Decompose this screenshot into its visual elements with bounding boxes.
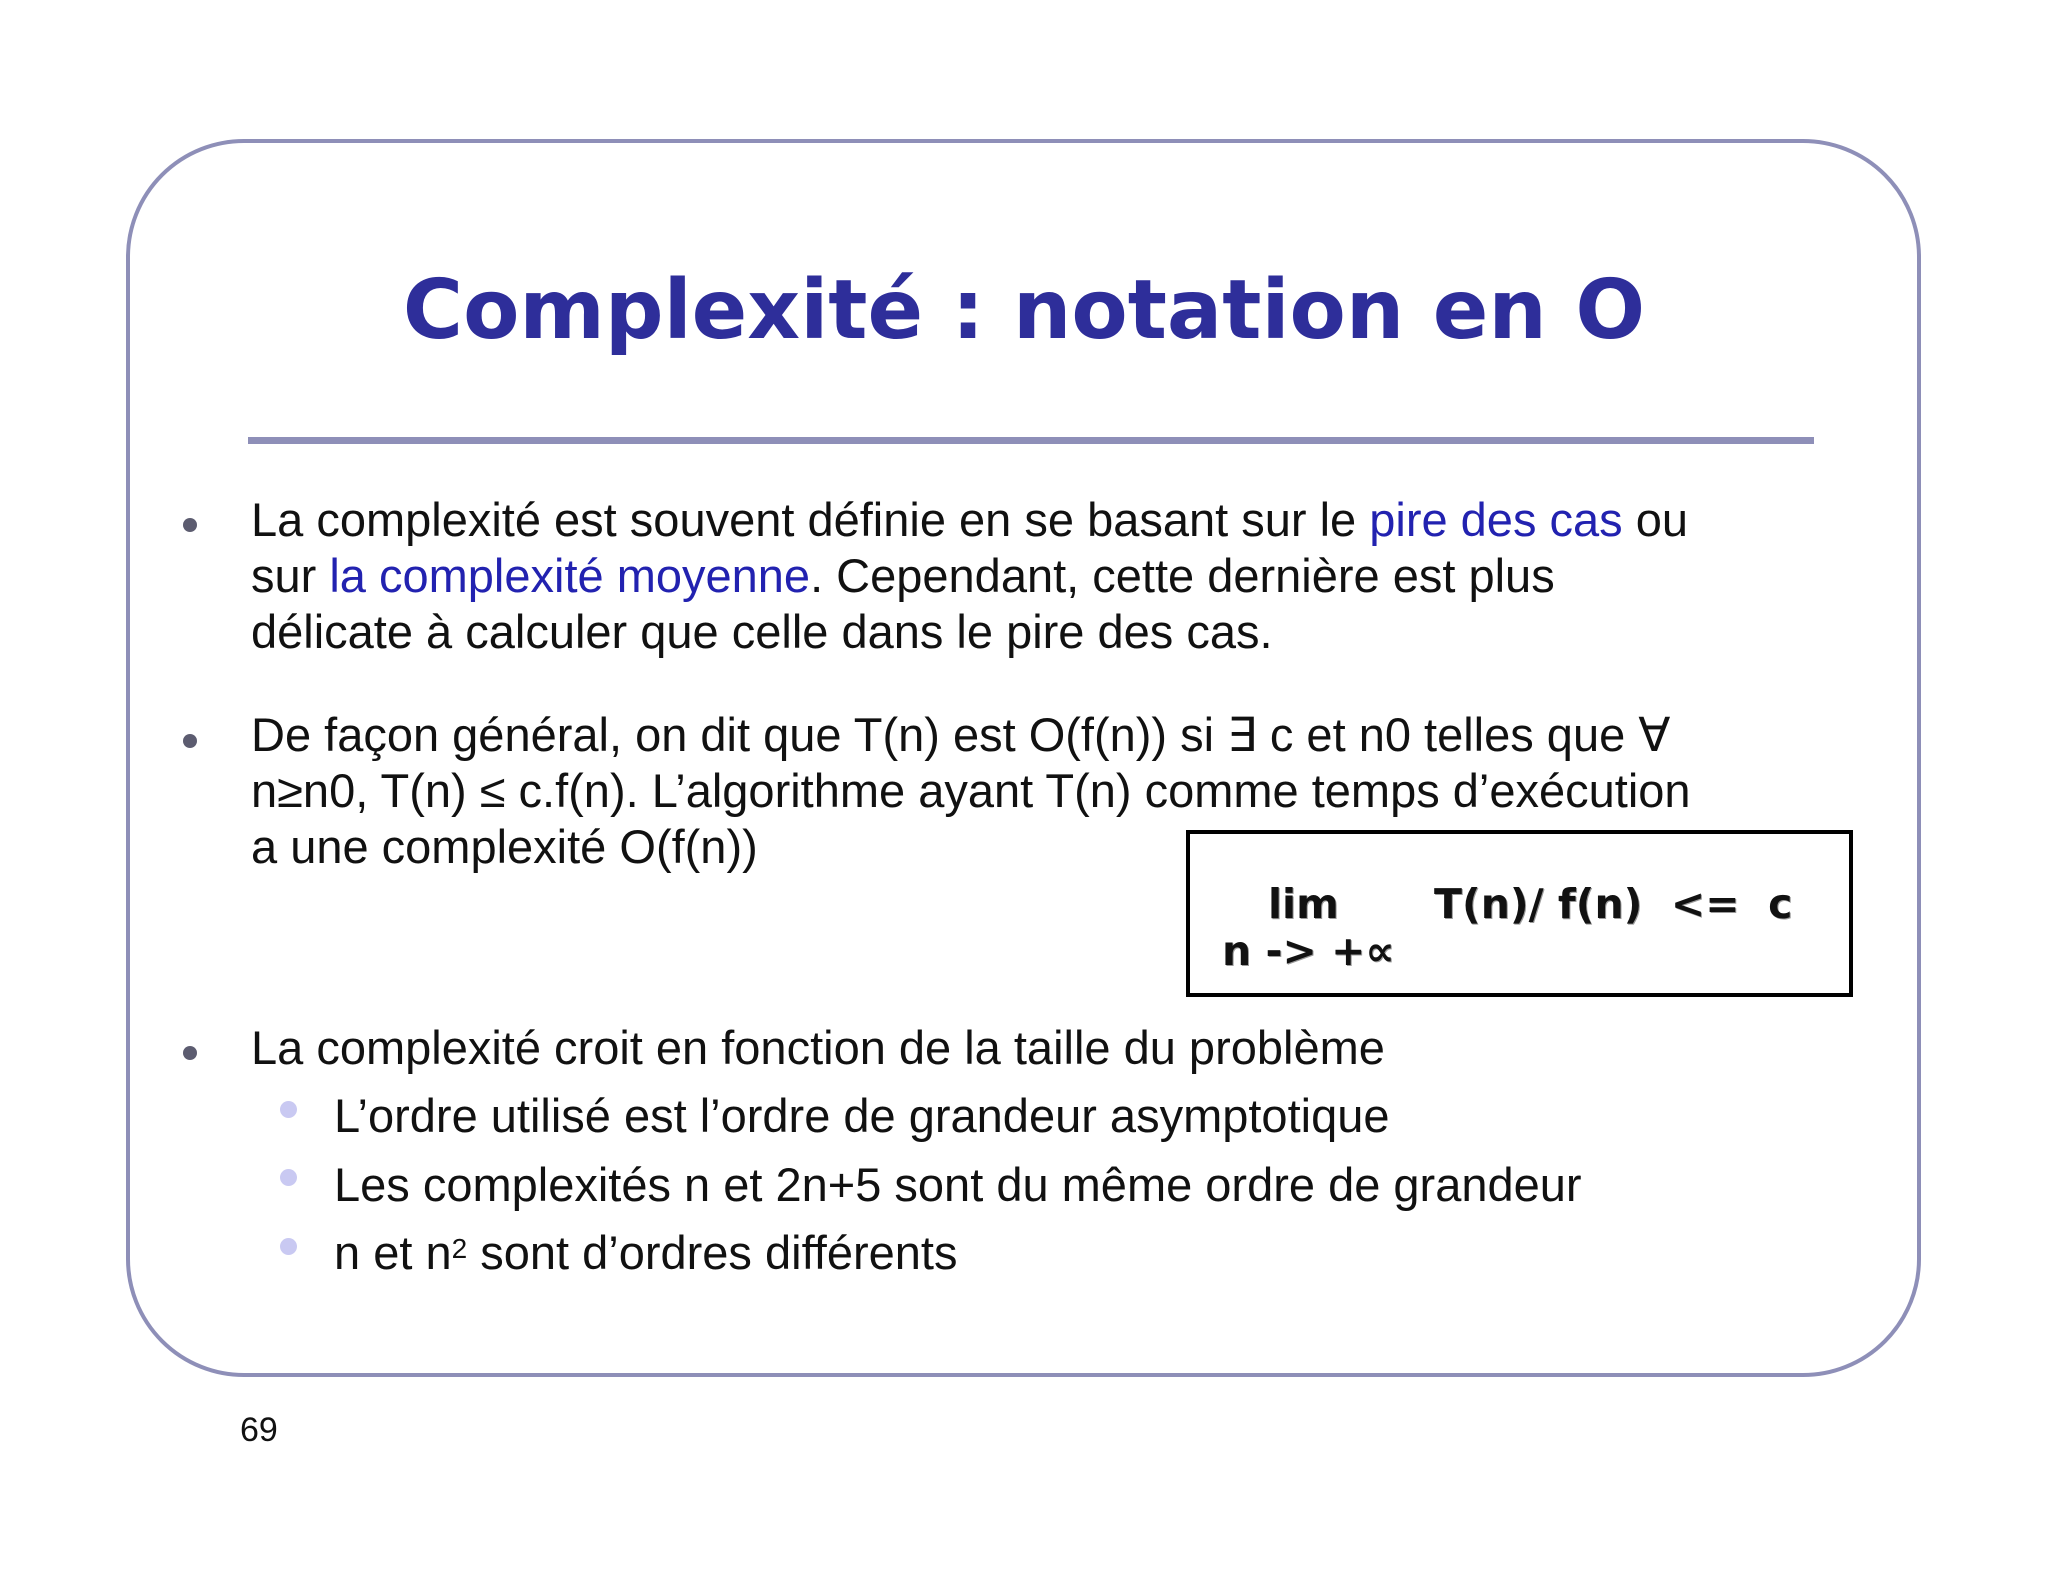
sub-bullet-same-order: Les complexités n et 2n+5 sont du même ordre de grandeur (334, 1158, 1582, 1211)
text-segment: La complexité croit en fonction de la taille du problème (251, 1021, 1385, 1074)
text-segment: ou (1622, 493, 1688, 546)
text-segment: . Cependant, cette dernière est plus (810, 549, 1555, 602)
sub-bullet-marker (280, 1169, 297, 1186)
text-segment: a une complexité O(f(n)) (251, 820, 758, 873)
formula-limit-condition: n -> +∝ (1222, 927, 1395, 975)
text-line (251, 492, 1688, 548)
text-segment: délicate à calculer que celle dans le pire des cas. (251, 605, 1273, 658)
bullet-marker (183, 734, 197, 748)
highlight-pire-des-cas: pire des cas (1369, 493, 1623, 546)
title-divider (248, 437, 1814, 444)
text-segment: La complexité est souvent définie en se basant sur le (251, 493, 1370, 546)
text-segment: De façon général, on dit que T(n) est O(f(n)) si ∃ c et n0 telles que ∀ (251, 708, 1671, 761)
text-line (251, 707, 1691, 763)
bullet-marker (183, 518, 197, 532)
text-segment: n≥n0, T(n) ≤ c.f(n). L’algorithme ayant T(n) comme temps d’exécution (251, 764, 1691, 817)
formula-lim: lim (1268, 880, 1339, 928)
text-segment: sur (251, 549, 330, 602)
text-segment: sont d’ordres différents (467, 1226, 958, 1279)
formula-box (1186, 830, 1853, 997)
text-line (251, 548, 1688, 604)
sub-bullet-marker (280, 1101, 297, 1118)
text-line (251, 1020, 1385, 1076)
superscript-exponent: 2 (451, 1233, 468, 1264)
text-line (251, 763, 1691, 819)
slide-title: Complexité : notation en O (402, 263, 1646, 358)
bullet-marker (183, 1046, 197, 1060)
page-number: 69 (240, 1411, 278, 1449)
formula-expression: T(n)/ f(n) <= c (1434, 880, 1793, 928)
sub-bullet-different-orders (334, 1225, 957, 1281)
highlight-complexite-moyenne: la complexité moyenne (329, 549, 811, 602)
sub-bullet-asymptotic-order: L’ordre utilisé est l’ordre de grandeur asymptotique (334, 1089, 1390, 1142)
sub-bullet-marker (280, 1238, 297, 1255)
text-segment: n et n (334, 1226, 452, 1279)
bullet-paragraph-worst-case (251, 492, 1688, 660)
bullet-paragraph-growth (251, 1020, 1385, 1076)
text-line (251, 604, 1688, 660)
